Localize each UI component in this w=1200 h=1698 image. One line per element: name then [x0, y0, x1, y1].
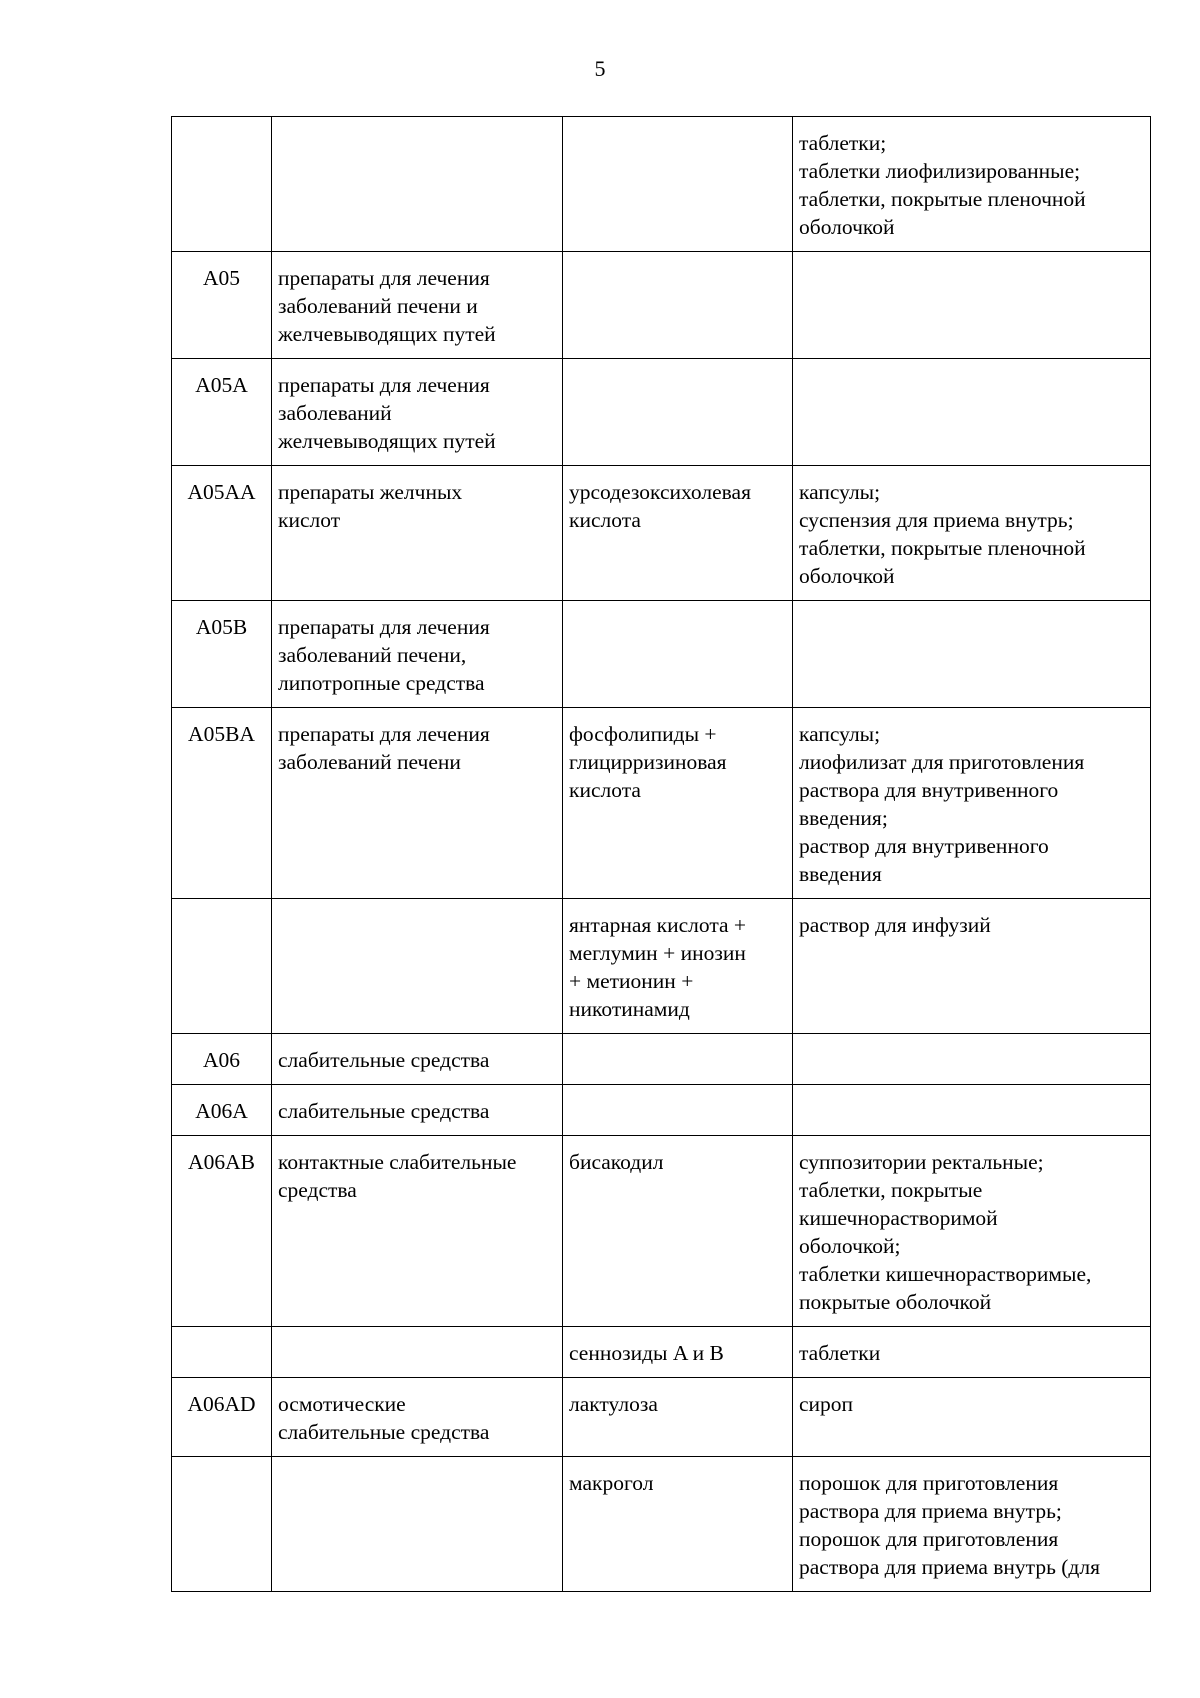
group-cell: контактные слабительные средства: [272, 1136, 563, 1327]
table-row: [172, 466, 1151, 601]
atc-code-cell: A05AA: [172, 466, 272, 601]
drug-table: [171, 116, 1151, 1592]
dosage-forms-cell: [793, 1085, 1151, 1136]
substance-cell: [563, 252, 793, 359]
group-cell: [272, 117, 563, 252]
dosage-forms-cell: порошок для приготовления раствора для приема внутрь; порошок для приготовления раствора для приема внутрь (для: [793, 1457, 1151, 1592]
page-number: 5: [594, 56, 606, 81]
dosage-forms-cell: [793, 359, 1151, 466]
table-row: [172, 1327, 1151, 1378]
table-row: [172, 1034, 1151, 1085]
atc-code-cell: [172, 1457, 272, 1592]
table-row: [172, 708, 1151, 899]
dosage-forms-cell: [793, 601, 1151, 708]
substance-cell: лактулоза: [563, 1378, 793, 1457]
substance-cell: бисакодил: [563, 1136, 793, 1327]
atc-code-cell: A05B: [172, 601, 272, 708]
group-cell: [272, 1457, 563, 1592]
atc-code-cell: A05: [172, 252, 272, 359]
group-cell: препараты для лечения заболеваний печени: [272, 708, 563, 899]
atc-code-cell: A06A: [172, 1085, 272, 1136]
substance-cell: [563, 601, 793, 708]
atc-code-cell: [172, 117, 272, 252]
substance-cell: сеннозиды A и B: [563, 1327, 793, 1378]
dosage-forms-cell: [793, 252, 1151, 359]
table-row: [172, 1457, 1151, 1592]
substance-cell: урсодезоксихолевая кислота: [563, 466, 793, 601]
dosage-forms-cell: капсулы; суспензия для приема внутрь; таблетки, покрытые пленочной оболочкой: [793, 466, 1151, 601]
dosage-forms-cell: раствор для инфузий: [793, 899, 1151, 1034]
substance-cell: [563, 359, 793, 466]
group-cell: препараты для лечения заболеваний печени, липотропные средства: [272, 601, 563, 708]
table-row: [172, 252, 1151, 359]
dosage-forms-cell: таблетки; таблетки лиофилизированные; таблетки, покрытые пленочной оболочкой: [793, 117, 1151, 252]
atc-code-cell: A06AB: [172, 1136, 272, 1327]
atc-code-cell: A05BA: [172, 708, 272, 899]
group-cell: [272, 1327, 563, 1378]
dosage-forms-cell: таблетки: [793, 1327, 1151, 1378]
atc-code-cell: A06: [172, 1034, 272, 1085]
table-row: [172, 1085, 1151, 1136]
table-row: [172, 601, 1151, 708]
group-cell: осмотические слабительные средства: [272, 1378, 563, 1457]
substance-cell: [563, 1034, 793, 1085]
group-cell: препараты для лечения заболеваний желчевыводящих путей: [272, 359, 563, 466]
atc-code-cell: [172, 899, 272, 1034]
substance-cell: фосфолипиды + глицирризиновая кислота: [563, 708, 793, 899]
group-cell: слабительные средства: [272, 1034, 563, 1085]
dosage-forms-cell: капсулы; лиофилизат для приготовления раствора для внутривенного введения; раствор для внутривенного введения: [793, 708, 1151, 899]
dosage-forms-cell: сироп: [793, 1378, 1151, 1457]
substance-cell: [563, 117, 793, 252]
dosage-forms-cell: суппозитории ректальные; таблетки, покрытые кишечнорастворимой оболочкой; таблетки кишечнорастворимые, покрытые оболочкой: [793, 1136, 1151, 1327]
table-row: [172, 1378, 1151, 1457]
table-row: [172, 899, 1151, 1034]
table-row: [172, 1136, 1151, 1327]
substance-cell: янтарная кислота + меглумин + инозин + метионин + никотинамид: [563, 899, 793, 1034]
group-cell: препараты желчных кислот: [272, 466, 563, 601]
group-cell: препараты для лечения заболеваний печени и желчевыводящих путей: [272, 252, 563, 359]
group-cell: [272, 899, 563, 1034]
group-cell: слабительные средства: [272, 1085, 563, 1136]
substance-cell: макрогол: [563, 1457, 793, 1592]
substance-cell: [563, 1085, 793, 1136]
atc-code-cell: A06AD: [172, 1378, 272, 1457]
atc-code-cell: A05A: [172, 359, 272, 466]
dosage-forms-cell: [793, 1034, 1151, 1085]
table-row: [172, 359, 1151, 466]
atc-code-cell: [172, 1327, 272, 1378]
table-row: [172, 117, 1151, 252]
